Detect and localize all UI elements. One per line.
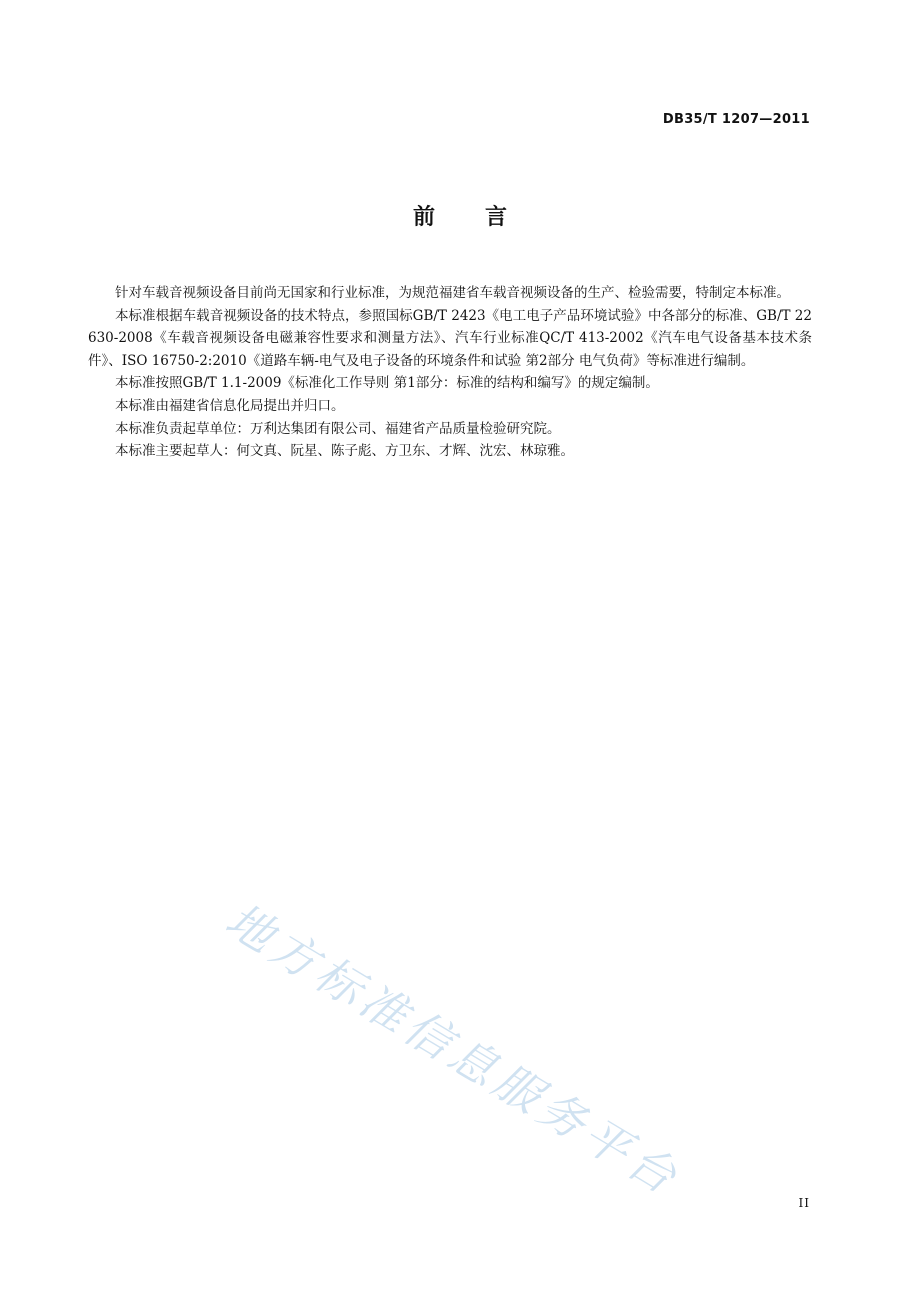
paragraph-proposer: 本标准由福建省信息化局提出并归口。 <box>115 397 345 414</box>
page-title <box>0 200 920 231</box>
paragraph-references: 本标准根据车载音视频设备的技术特点，参照国标GB/T 2423《电工电子产品环境试验》中各部分的标准、GB/T 22630-2008《车载音视频设备电磁兼容性要求和测量方法》、汽车行业标准QC/T 413-2002《汽车电气设备基本技术条件》、ISO 16750-2:2010《道路车辆-电气及电子设备的环境条件和试验 第2部分 电气负荷》等标准进行编制。 <box>88 307 812 369</box>
paragraph-drafting-rules: 本标准按照GB/T 1.1-2009《标准化工作导则 第1部分：标准的结构和编写》的规定编制。 <box>115 375 659 392</box>
page-title-char-1: 前 <box>412 205 435 230</box>
paragraph-drafters: 本标准主要起草人：何文真、阮星、陈子彪、方卫东、才辉、沈宏、林琼雅。 <box>115 443 574 460</box>
document-code: DB35/T 1207—2011 <box>662 112 810 127</box>
foreword-body <box>88 282 812 463</box>
page-title-char-2: 言 <box>485 205 508 230</box>
paragraph-drafting-units: 本标准负责起草单位：万利达集团有限公司、福建省产品质量检验研究院。 <box>115 420 561 437</box>
watermark: 地方标准信息服务平台 <box>216 892 691 1207</box>
page-number: II <box>798 1196 810 1210</box>
paragraph-purpose: 针对车载音视频设备目前尚无国家和行业标准，为规范福建省车载音视频设备的生产、检验需要，特制定本标准。 <box>115 285 790 301</box>
